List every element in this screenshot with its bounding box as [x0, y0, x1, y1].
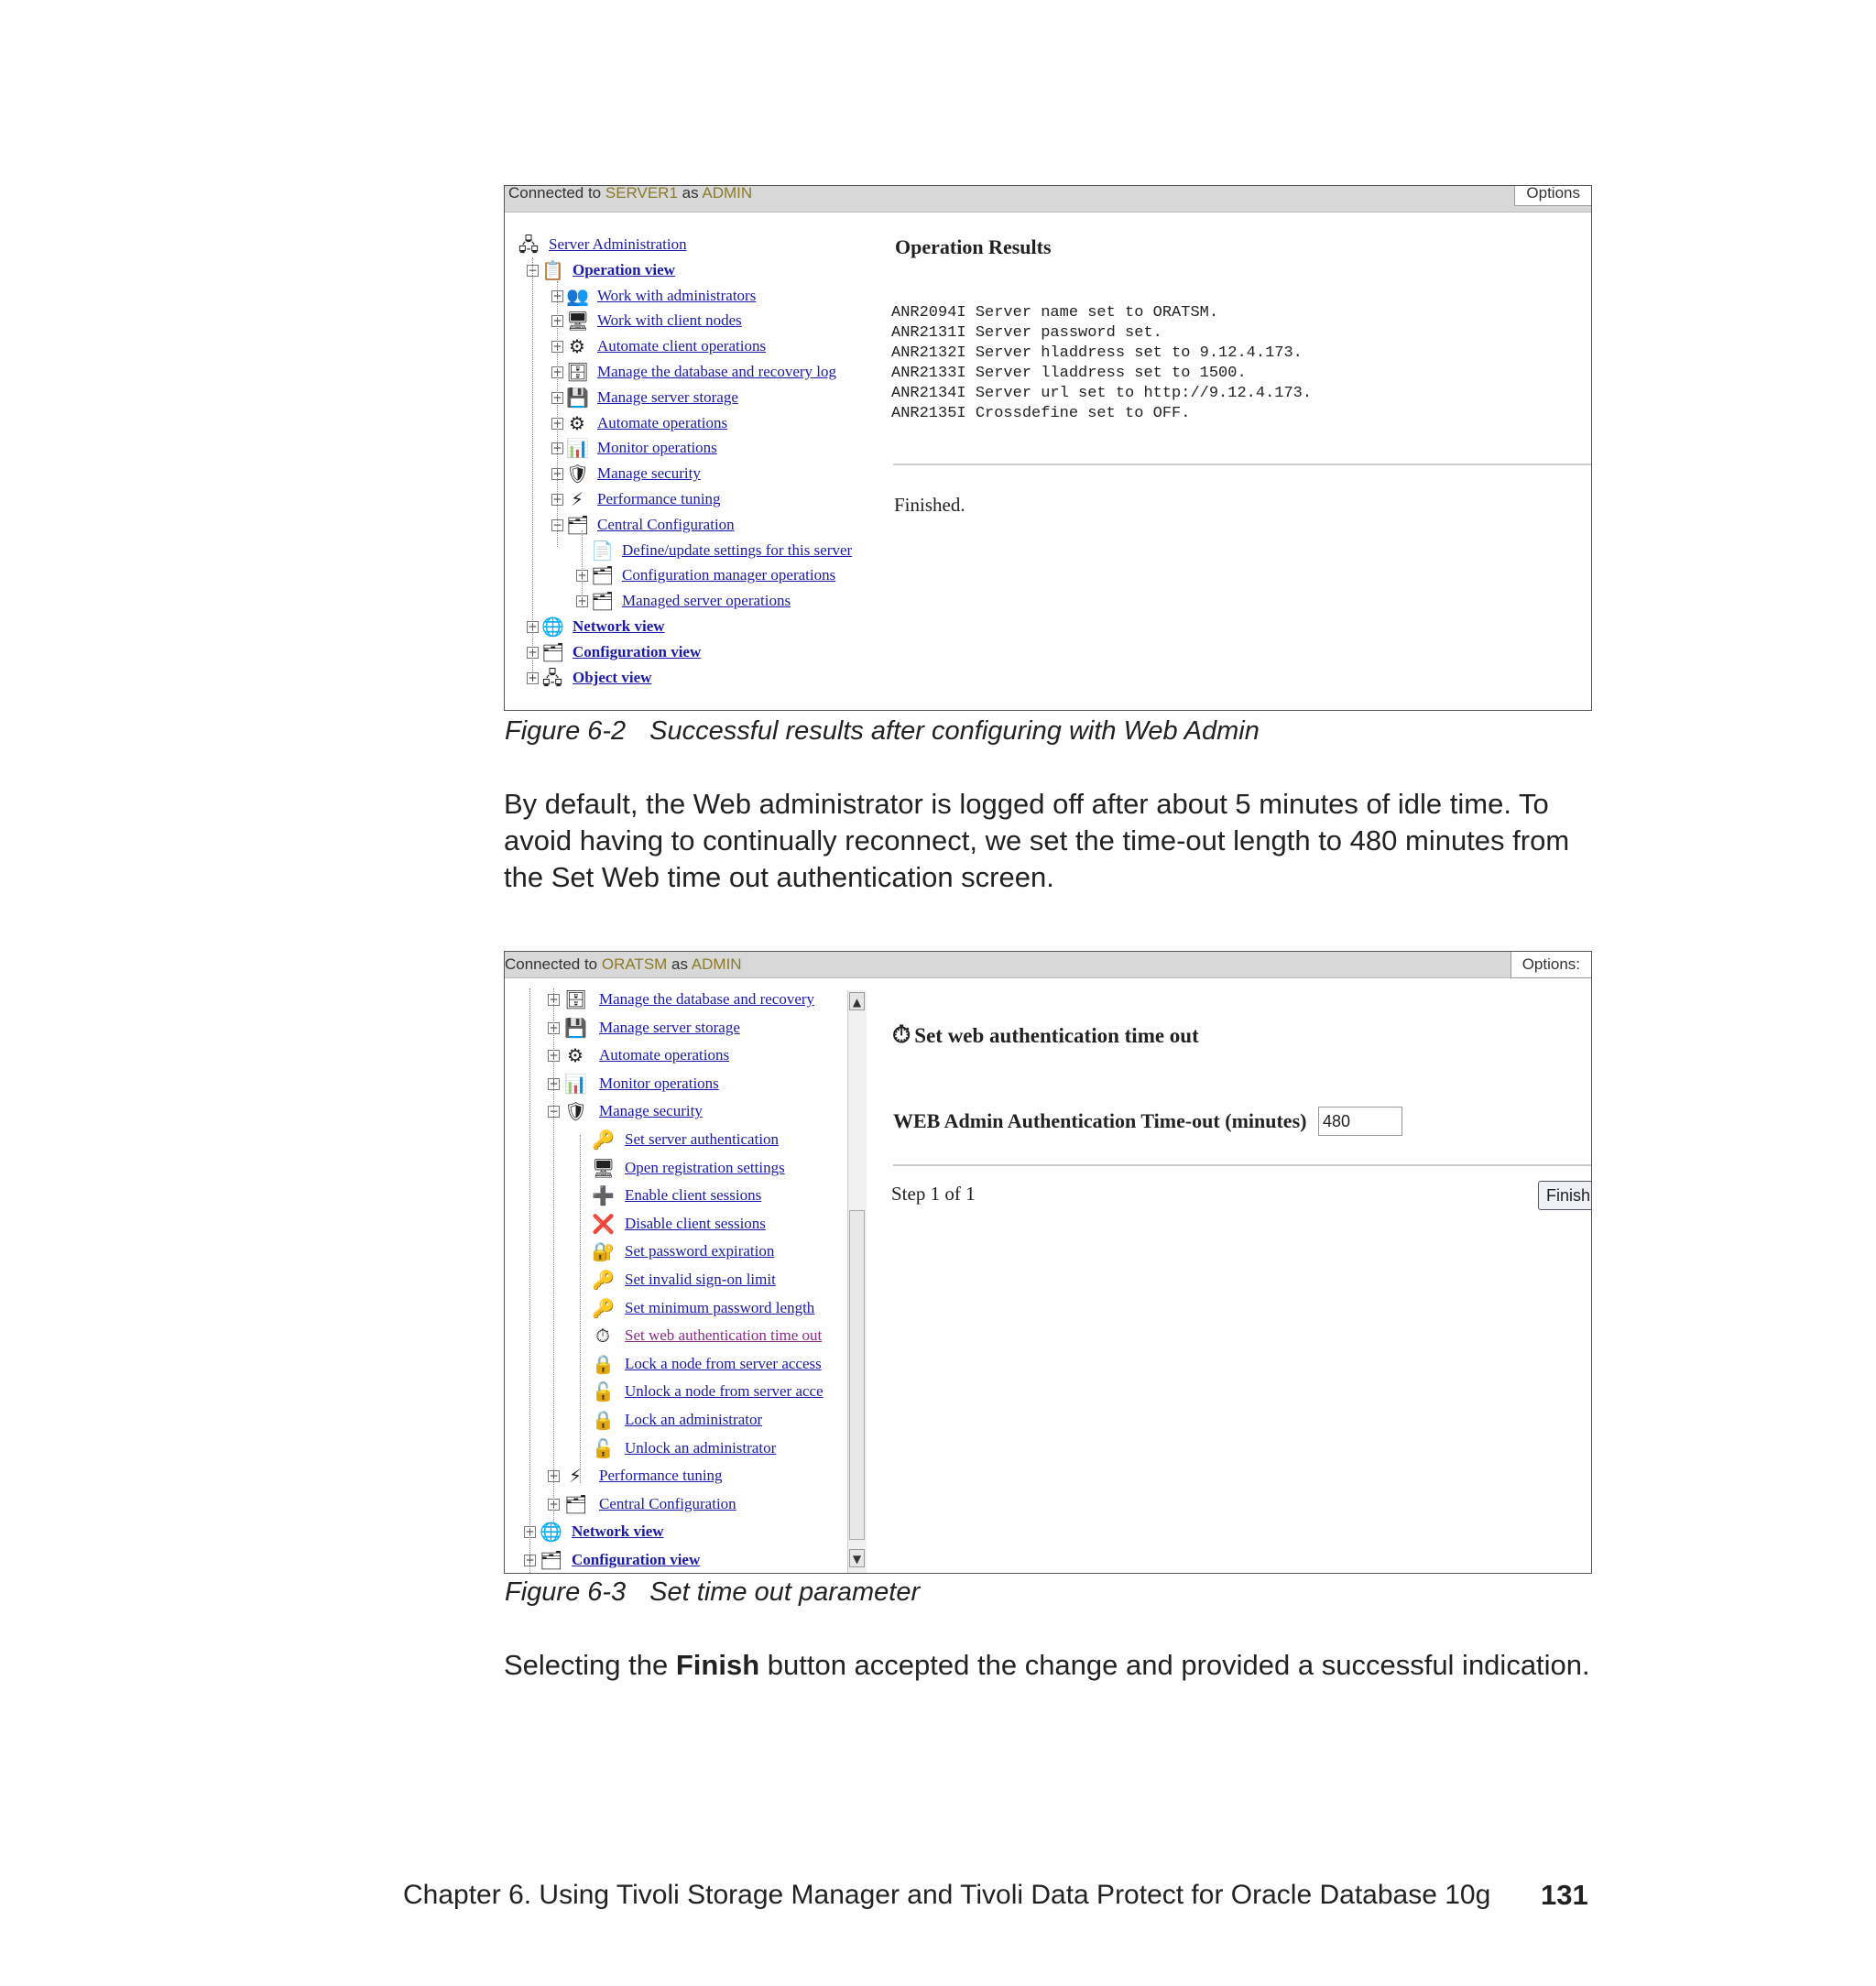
tree-item-label[interactable]: Configuration view	[573, 642, 702, 660]
operation-message: ANR2131I Server password set.	[891, 324, 1162, 342]
tree-item-label[interactable]: Central Configuration	[597, 515, 735, 533]
tree-node-icon: 🔐	[592, 1240, 615, 1263]
figure-6-2-screenshot	[504, 185, 1592, 711]
tree-node-icon: 🌐	[541, 616, 564, 638]
clock-icon: ⏱	[892, 1021, 911, 1049]
tree-item-manage-the-database-and-recovery[interactable]	[505, 988, 847, 1012]
scroll-up-arrow-icon[interactable]: ▲	[849, 992, 865, 1010]
navigation-tree	[505, 186, 889, 710]
body-paragraph-1: By default, the Web administrator is logged off after about 5 minutes of idle time. To avoid having to continually reconnect, we set the time-out length to 480 minutes from the Set Web time out authentication screen.	[504, 788, 1570, 893]
tree-item-object-view[interactable]	[505, 667, 889, 691]
tree-item-label[interactable]: Unlock a node from server acce	[625, 1382, 823, 1401]
navigation-tree	[505, 952, 847, 1573]
tree-item-label[interactable]: Managed server operations	[622, 592, 791, 610]
tree-item-lock-an-administrator[interactable]	[505, 1409, 847, 1433]
timeout-label: WEB Admin Authentication Time-out (minutes)	[893, 1109, 1307, 1132]
options-button[interactable]: Options	[1514, 185, 1591, 206]
tree-node-icon: 🌐	[540, 1521, 562, 1544]
tree-node-icon: 🖥	[566, 310, 590, 333]
tree-item-label[interactable]: Set minimum password length	[625, 1298, 815, 1316]
tree-node-icon: 🗂	[591, 564, 615, 587]
body-paragraph-2: Selecting the Finish button accepted the change and provided a successful indication.	[504, 1649, 1590, 1681]
tree-node-icon: 👥	[566, 284, 589, 307]
tree-node-icon: 🔓	[592, 1380, 615, 1403]
expand-icon[interactable]: +	[528, 645, 538, 659]
tree-item-manage-security[interactable]	[505, 463, 889, 486]
tree-item-label[interactable]: Set server authentication	[625, 1130, 780, 1148]
tree-item-label[interactable]: Work with administrators	[597, 286, 757, 304]
tree-node-icon: 🔒	[592, 1352, 615, 1375]
expand-icon[interactable]: +	[549, 993, 559, 1006]
tree-node-icon: ⚙	[567, 1044, 584, 1067]
expand-icon[interactable]: +	[552, 416, 562, 430]
tree-node-icon: 📄	[591, 539, 614, 562]
tree-item-enable-client-sessions[interactable]	[505, 1184, 847, 1208]
tree-item-server-administration[interactable]	[505, 234, 889, 257]
tree-item-label[interactable]: Open registration settings	[625, 1158, 785, 1176]
tree-item-label[interactable]: Automate client operations	[597, 337, 767, 355]
tree-item-performance-tuning[interactable]	[505, 488, 889, 512]
expand-icon[interactable]: +	[525, 1525, 535, 1539]
tree-item-manage-the-database-and-recovery-log[interactable]	[505, 361, 889, 385]
collapse-icon[interactable]: −	[549, 1105, 559, 1118]
tree-item-disable-client-sessions[interactable]	[505, 1213, 847, 1237]
tree-item-label[interactable]: Define/update settings for this server	[622, 540, 853, 559]
options-button[interactable]: Options:	[1511, 952, 1591, 978]
operation-message: ANR2132I Server hladdress set to 9.12.4.173.	[891, 344, 1303, 362]
expand-icon[interactable]: +	[577, 595, 587, 608]
expand-icon[interactable]: +	[549, 1076, 559, 1090]
tree-item-label[interactable]: Manage the database and recovery log	[597, 363, 837, 380]
tree-item-central-configuration[interactable]	[505, 514, 889, 538]
tree-item-define-update-settings-for-this-server[interactable]	[505, 540, 889, 563]
tree-node-icon: 🖧	[541, 666, 563, 689]
tree-node-icon: 🔒	[592, 1409, 615, 1431]
expand-icon[interactable]: +	[577, 569, 587, 583]
tree-item-set-minimum-password-length[interactable]	[505, 1297, 847, 1321]
tree-item-label[interactable]: Network view	[572, 1522, 664, 1541]
tree-node-icon: ➕	[592, 1184, 615, 1207]
expand-icon[interactable]: +	[528, 620, 538, 633]
tree-item-label[interactable]: Monitor operations	[599, 1074, 719, 1092]
expand-icon[interactable]: +	[552, 390, 562, 404]
tree-item-configuration-view[interactable]	[505, 641, 889, 665]
expand-icon[interactable]: +	[528, 671, 538, 684]
tree-item-label[interactable]: Performance tuning	[597, 490, 721, 507]
tree-node-icon: 🔑	[592, 1296, 615, 1319]
tree-item-configuration-view[interactable]	[505, 1549, 847, 1573]
tree-node-icon: 🔓	[592, 1436, 615, 1459]
tree-item-label[interactable]: Configuration manager operations	[622, 566, 836, 584]
tree-item-set-password-expiration[interactable]	[505, 1240, 847, 1264]
expand-icon[interactable]: +	[552, 340, 562, 354]
tree-guide-line	[557, 281, 558, 547]
tree-guide-line	[532, 257, 533, 671]
expand-icon[interactable]: +	[552, 493, 562, 506]
page-number: 131	[1541, 1879, 1588, 1911]
tree-item-manage-server-storage[interactable]	[505, 1017, 847, 1041]
finished-text: Finished.	[894, 494, 965, 516]
tree-node-icon: 🗄	[566, 361, 590, 383]
tree-node-icon: ⚡	[568, 1465, 583, 1488]
tree-item-network-view[interactable]	[505, 1521, 847, 1544]
tree-item-monitor-operations[interactable]	[505, 1073, 847, 1097]
operation-message: ANR2133I Server lladdress set to 1500.	[891, 365, 1247, 382]
tree-item-set-web-authentication-time-out[interactable]	[505, 1325, 847, 1348]
tree-node-icon: 🖥	[592, 1156, 616, 1179]
tree-item-unlock-a-node-from-server-acce[interactable]	[505, 1380, 847, 1404]
tree-item-network-view[interactable]	[505, 616, 889, 639]
tree-item-label[interactable]: Disable client sessions	[625, 1214, 766, 1232]
tree-item-performance-tuning[interactable]	[505, 1465, 847, 1489]
tree-item-lock-a-node-from-server-access[interactable]	[505, 1353, 847, 1377]
page-footer: Chapter 6. Using Tivoli Storage Manager and Tivoli Data Protect for Oracle Database 10g	[403, 1880, 1491, 1910]
tree-node-icon: 💾	[564, 1016, 587, 1039]
tree-node-icon: 🗄	[564, 988, 588, 1010]
tree-node-icon: 🔑	[592, 1129, 615, 1151]
scroll-thumb[interactable]	[849, 1210, 865, 1540]
tree-item-monitor-operations[interactable]	[505, 437, 889, 461]
expand-icon[interactable]: +	[552, 366, 562, 378]
tree-node-icon: 🗂	[591, 590, 615, 613]
tree-item-label[interactable]: Monitor operations	[597, 439, 717, 457]
expand-icon[interactable]: +	[552, 314, 562, 328]
tree-node-icon: 🗂	[564, 1492, 588, 1515]
tree-scrollbar[interactable]	[847, 990, 867, 1573]
scroll-down-arrow-icon[interactable]: ▼	[849, 1549, 865, 1567]
tree-item-label[interactable]: Manage server storage	[599, 1018, 740, 1036]
tree-item-label[interactable]: Set invalid sign-on limit	[625, 1271, 776, 1288]
tree-item-label[interactable]: Manage server storage	[597, 387, 738, 406]
expand-icon[interactable]: +	[549, 1497, 559, 1511]
tree-item-label[interactable]: Work with client nodes	[597, 311, 742, 330]
tree-node-icon: 📋	[541, 258, 564, 281]
tree-item-unlock-an-administrator[interactable]	[505, 1437, 847, 1461]
tree-item-work-with-client-nodes[interactable]	[505, 310, 889, 333]
connection-text: Connected to SERVER1 as ADMIN	[508, 185, 753, 202]
tree-item-label[interactable]: Operation view	[573, 260, 675, 278]
tree-item-label[interactable]: Manage security	[597, 464, 701, 483]
tree-item-label[interactable]: Performance tuning	[599, 1467, 723, 1485]
tree-item-label[interactable]: Automate operations	[597, 413, 728, 431]
finish-button[interactable]: Finish	[1538, 1181, 1592, 1210]
tree-guide-line	[529, 988, 530, 1573]
expand-icon[interactable]: +	[549, 1020, 559, 1034]
tree-node-icon: ⚡	[570, 488, 584, 510]
tree-node-icon: ⏱	[595, 1325, 610, 1348]
connection-text: Connected to ORATSM as ADMIN	[505, 955, 742, 973]
tree-node-icon: ⚙	[569, 335, 585, 358]
tree-item-work-with-administrators[interactable]	[505, 285, 889, 309]
tree-item-label[interactable]: Automate operations	[599, 1046, 730, 1064]
tree-node-icon: 🛡	[564, 1100, 588, 1123]
tree-item-label[interactable]: Set web authentication time out	[625, 1326, 823, 1345]
expand-icon[interactable]: +	[552, 289, 562, 302]
tree-item-central-configuration[interactable]	[505, 1493, 847, 1517]
tree-guide-line	[582, 530, 583, 607]
expand-icon[interactable]: +	[552, 442, 562, 455]
tree-node-icon: 🗂	[540, 1549, 563, 1571]
operation-message: ANR2134I Server url set to http://9.12.4.173.	[891, 385, 1313, 402]
tree-item-set-server-authentication[interactable]	[505, 1129, 847, 1152]
tree-item-label[interactable]: Server Administration	[549, 235, 687, 253]
tree-item-configuration-manager-operations[interactable]	[505, 564, 889, 588]
tree-item-managed-server-operations[interactable]	[505, 590, 889, 614]
tree-guide-line	[553, 988, 554, 1522]
tree-node-icon: ❌	[592, 1212, 615, 1235]
tree-item-automate-operations[interactable]	[505, 412, 889, 436]
tree-item-label[interactable]: Manage the database and recovery	[599, 990, 815, 1008]
tree-node-icon: 📊	[566, 437, 589, 460]
tree-item-label[interactable]: Object view	[573, 668, 652, 686]
tree-node-icon: 🗂	[566, 513, 590, 536]
operation-message: ANR2094I Server name set to ORATSM.	[891, 304, 1219, 322]
tree-item-label[interactable]: Lock an administrator	[625, 1411, 763, 1428]
timeout-input[interactable]: 480	[1318, 1107, 1402, 1136]
tree-item-label[interactable]: Central Configuration	[599, 1494, 736, 1512]
collapse-icon[interactable]: −	[528, 263, 538, 277]
figure-6-3-screenshot	[504, 951, 1592, 1574]
figure-caption-6-3: Figure 6-3 Set time out parameter	[505, 1577, 921, 1607]
tree-node-icon: 💾	[566, 386, 589, 409]
divider	[893, 1164, 1591, 1166]
expand-icon[interactable]: +	[552, 467, 562, 481]
divider	[893, 464, 1591, 465]
tree-item-label[interactable]: Manage security	[599, 1102, 703, 1120]
operation-messages	[891, 303, 1312, 424]
operation-message: ANR2135I Crossdefine set to OFF.	[891, 405, 1191, 422]
tree-node-icon: ⚙	[569, 411, 585, 434]
tree-item-manage-server-storage[interactable]	[505, 387, 889, 410]
tree-item-label[interactable]: Network view	[573, 617, 665, 635]
tree-guide-line	[580, 1135, 581, 1483]
tree-node-icon: 🖧	[518, 234, 540, 256]
step-indicator: Step 1 of 1	[891, 1183, 976, 1205]
tree-item-label[interactable]: Enable client sessions	[625, 1186, 762, 1205]
tree-item-label[interactable]: Unlock an administrator	[625, 1438, 777, 1457]
expand-icon[interactable]: +	[549, 1469, 559, 1483]
expand-icon[interactable]: +	[525, 1554, 535, 1566]
operation-results-title: Operation Results	[895, 235, 1052, 258]
tree-item-operation-view[interactable]	[505, 259, 889, 283]
tree-item-label[interactable]: Set password expiration	[625, 1242, 775, 1260]
tree-item-label[interactable]: Configuration view	[572, 1551, 701, 1568]
tree-item-label[interactable]: Lock a node from server access	[625, 1354, 822, 1372]
tree-item-manage-security[interactable]	[505, 1100, 847, 1124]
tree-item-automate-client-operations[interactable]	[505, 335, 889, 359]
collapse-icon[interactable]: −	[552, 518, 562, 531]
tree-node-icon: 🛡	[566, 463, 590, 486]
tree-node-icon: 🔑	[592, 1269, 615, 1291]
tree-node-icon: 📊	[564, 1072, 587, 1095]
tree-item-set-invalid-sign-on-limit[interactable]	[505, 1269, 847, 1293]
panel-title: ⏱ Set web authentication time out	[892, 1021, 1199, 1049]
expand-icon[interactable]: +	[549, 1049, 559, 1063]
figure-caption-6-2: Figure 6-2 Successful results after configuring with Web Admin	[505, 716, 1260, 746]
tree-item-open-registration-settings[interactable]	[505, 1157, 847, 1181]
tree-item-automate-operations[interactable]	[505, 1044, 847, 1068]
tree-node-icon: 🗂	[541, 640, 565, 663]
